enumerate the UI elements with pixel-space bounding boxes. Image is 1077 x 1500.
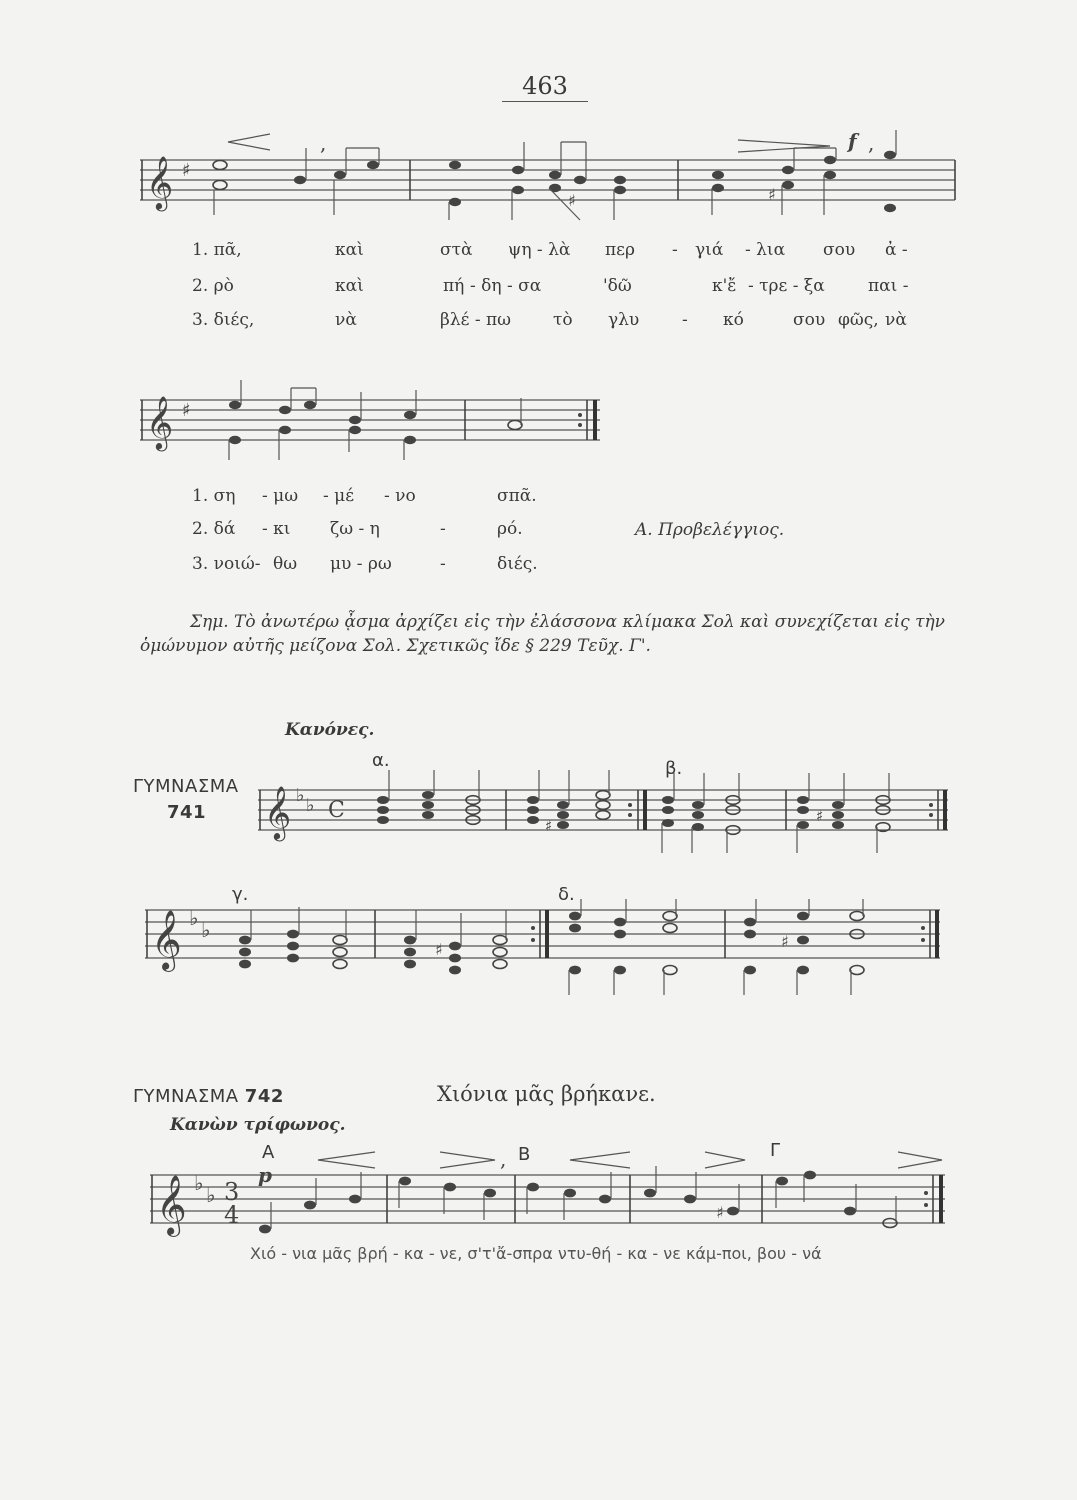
exercise-742-label	[133, 1086, 284, 1107]
lyric-syllable: μυ - ρω	[330, 554, 392, 574]
exercise-741-staff-1	[258, 765, 958, 855]
lyric-syllable: 3. νοιώ-	[192, 554, 261, 574]
lyric-syllable: 2. δά	[192, 519, 236, 539]
lyric-syllable: ἀ -	[885, 240, 908, 260]
section-delta: δ.	[558, 884, 575, 905]
treble-clef-icon: 𝄞	[146, 155, 174, 209]
svg-text:,: ,	[500, 1147, 507, 1171]
lyric-syllable: βλέ - πω	[440, 310, 511, 330]
lyric-syllable: στὰ	[440, 240, 473, 260]
exercise-741-staff-2	[145, 895, 945, 995]
lyric-syllable: 1. πᾶ,	[192, 240, 242, 260]
note-line-1: Σημ. Τὸ ἀνωτέρω ᾆσμα ἀρχίζει εἰς τὴν ἐλάσσονα κλίμακα Σολ καὶ συνεχίζεται εἰς τὴν	[190, 612, 946, 632]
entry-b: B	[518, 1144, 531, 1165]
lyric-syllable: περ	[605, 240, 635, 260]
entry-gamma: Γ	[770, 1140, 781, 1161]
canon-subtitle: Κανὼν τρίφωνος.	[170, 1115, 346, 1135]
exercise-742-label-text: ΓΥΜΝΑΣΜΑ	[133, 1086, 239, 1107]
lyric-syllable: - λια	[745, 240, 786, 260]
lyric-syllable: 3. διές,	[192, 310, 255, 330]
lyric-syllable: πή	[443, 276, 465, 296]
svg-text:♯: ♯	[435, 940, 443, 959]
lyric-syllable: - νο	[384, 486, 416, 506]
lyric-syllable: ψη - λὰ	[508, 240, 571, 260]
svg-text:♭: ♭	[201, 918, 211, 942]
exercise-741-label: ΓΥΜΝΑΣΜΑ	[133, 776, 239, 797]
treble-clef-icon: 𝄞	[151, 910, 182, 970]
lyric-syllable: -	[440, 519, 446, 539]
chords-beta	[662, 773, 890, 853]
song-lyrics: Χιό - νια μᾶς βρή - κα - νε, σ'τ'ἄ-σπρα ντυ-θή - κα - νε κάμ-ποι, βου - νά	[250, 1244, 822, 1263]
lyric-syllable: καὶ	[335, 240, 364, 260]
lyric-syllable: -	[672, 240, 678, 260]
lyric-syllable: τὸ	[553, 310, 573, 330]
treble-clef-icon: 𝄞	[264, 785, 292, 839]
note-line-2: ὁμώνυμον αὐτῆς μείζονα Σολ. Σχετικῶς ἴδε § 229 Τεῦχ. Γ'.	[140, 636, 651, 656]
lyric-syllable: -	[682, 310, 688, 330]
svg-text:♯: ♯	[545, 817, 553, 835]
svg-text:♯: ♯	[182, 400, 191, 421]
song1-staff-system-2	[140, 372, 610, 472]
lyric-syllable: - μέ	[323, 486, 355, 506]
svg-text:♭: ♭	[194, 1171, 204, 1195]
lyric-syllable: ζω - η	[330, 519, 380, 539]
lyric-syllable: σου	[823, 240, 856, 260]
svg-text:♭: ♭	[206, 1183, 216, 1207]
svg-text:♭: ♭	[296, 785, 305, 806]
svg-text:♯: ♯	[816, 807, 824, 825]
svg-text:♭: ♭	[189, 906, 199, 930]
lyric-syllable: σπᾶ.	[497, 486, 537, 506]
svg-text:,: ,	[320, 131, 327, 155]
page-number-underline	[502, 101, 588, 102]
treble-clef-icon: 𝄞	[146, 395, 174, 449]
lyric-syllable: γλυ	[608, 310, 640, 330]
lyric-syllable: σου	[793, 310, 826, 330]
lyric-syllable: 2. ρὸ	[192, 276, 234, 296]
lyric-syllable: καὶ	[335, 276, 364, 296]
lyric-syllable: - μω	[262, 486, 299, 506]
section-beta: β.	[665, 758, 683, 779]
lyric-syllable: - δη - σα	[470, 276, 542, 296]
section-alpha: α.	[372, 750, 390, 771]
lyric-syllable: διές.	[497, 554, 538, 574]
forte-mark: f	[848, 129, 857, 153]
chords-alpha	[377, 770, 610, 835]
song-title: Χιόνια μᾶς βρήκανε.	[437, 1082, 656, 1106]
exercise-742-number: 742	[244, 1086, 284, 1107]
exercise-742-staff	[150, 1140, 950, 1240]
page-number: 463	[522, 72, 568, 100]
song1-staff-system-1	[140, 120, 960, 230]
svg-text:♯: ♯	[568, 191, 576, 210]
svg-text:♯: ♯	[182, 160, 191, 181]
lyric-syllable: κό	[723, 310, 744, 330]
canons-heading: Κανόνες.	[285, 720, 375, 740]
time-sig-top: 3	[224, 1178, 240, 1206]
lyric-syllable: κ'ἔ	[712, 276, 737, 296]
lyric-syllable: παι -	[868, 276, 909, 296]
svg-text:,: ,	[868, 131, 875, 155]
svg-text:♯: ♯	[781, 932, 789, 951]
lyric-syllable: -	[440, 554, 446, 574]
lyric-syllable: φῶς,	[838, 310, 879, 330]
lyric-syllable: ρό.	[497, 519, 523, 539]
lyric-syllable: γιά	[695, 240, 724, 260]
svg-text:♯: ♯	[716, 1203, 724, 1222]
lyric-syllable: νὰ	[335, 310, 357, 330]
composer-name: Α. Προβελέγγιος.	[635, 520, 785, 540]
lyric-syllable: θω	[273, 554, 298, 574]
lyric-syllable: - κι	[262, 519, 291, 539]
lyric-syllable: 'δῶ	[603, 276, 632, 296]
svg-text:C: C	[328, 798, 345, 823]
piano-mark: p	[258, 1163, 272, 1187]
svg-text:♯: ♯	[768, 185, 776, 204]
treble-clef-icon: 𝄞	[156, 1175, 187, 1235]
lyric-syllable: 1. ση	[192, 486, 236, 506]
time-sig-bottom: 4	[224, 1201, 240, 1229]
lyric-syllable: - τρε - ξα	[748, 276, 825, 296]
section-gamma: γ.	[232, 884, 249, 905]
exercise-741-number: 741	[167, 802, 207, 823]
lyric-syllable: νὰ	[885, 310, 907, 330]
entry-a: A	[262, 1142, 275, 1163]
svg-text:♭: ♭	[306, 795, 315, 816]
